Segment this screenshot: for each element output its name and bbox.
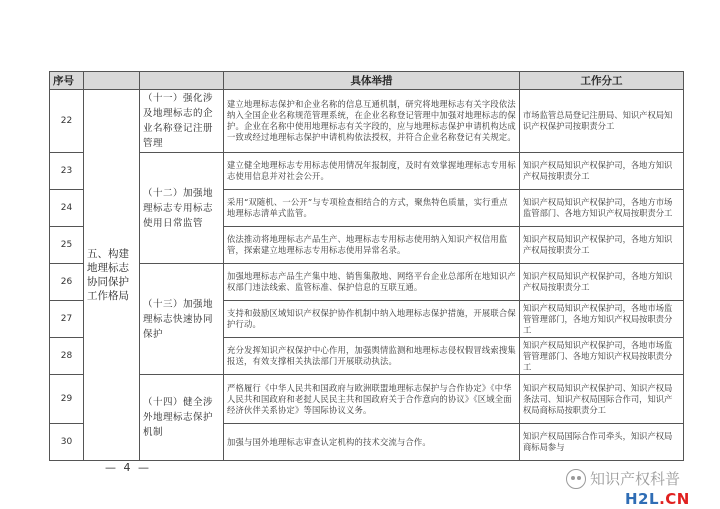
- measure-cell: 依法推动将地理标志产品生产、地理标志专用标志使用纳入知识产权信用监管，探索建立地理标志专用标志使用异常名录。: [224, 227, 520, 264]
- logo-part-2: .CN: [659, 490, 690, 508]
- row-number: 30: [50, 424, 84, 461]
- division-cell: 市场监管总局登记注册局、知识产权局知识产权保护司按职责分工: [520, 90, 684, 153]
- division-cell: 知识产权局知识产权保护司，各地方知识产权局按职责分工: [520, 227, 684, 264]
- division-cell: 知识产权局国际合作司牵头，知识产权局商标局参与: [520, 424, 684, 461]
- header-seq: 序号: [50, 72, 84, 90]
- measure-cell: 加强与国外地理标志审查认定机构的技术交流与合作。: [224, 424, 520, 461]
- task-cell-13: （十三）加强地理标志快速协同保护: [140, 264, 224, 375]
- row-number: 25: [50, 227, 84, 264]
- row-number: 22: [50, 90, 84, 153]
- division-cell: 知识产权局知识产权保护司、知识产权局条法司、知识产权局国际合作司，知识产权局商标局按职责分工: [520, 375, 684, 424]
- watermark-text: 知识产权科普: [590, 470, 681, 488]
- measure-cell: 建立地理标志保护和企业名称的信息互通机制，研究将地理标志有关字段依法纳入全国企业名称规范管理系统，在企业名称登记管理中加强对地理标志的保护。企业在名称中使用地理标志有关字段的，应与地理标志保护申请机构达成一致或经过地理标志保护申请机构依法授权，并符合企业名称登记有关规定。: [224, 90, 520, 153]
- task-cell-11: （十一）强化涉及地理标志的企业名称登记注册管理: [140, 90, 224, 153]
- measures-table: [49, 71, 684, 461]
- watermark: [566, 468, 680, 489]
- table-row: [50, 264, 684, 301]
- table-row: [50, 375, 684, 424]
- wechat-icon: [566, 469, 586, 489]
- measure-cell: 充分发挥知识产权保护中心作用，加强舆情监测和地理标志侵权假冒线索搜集报送，有效支撑相关执法部门开展联动执法。: [224, 338, 520, 375]
- row-number: 24: [50, 190, 84, 227]
- measure-cell: 支持和鼓励区域知识产权保护协作机制中纳入地理标志保护措施，开展联合保护行动。: [224, 301, 520, 338]
- division-cell: 知识产权局知识产权保护司，各地方知识产权局按职责分工: [520, 153, 684, 190]
- row-number: 29: [50, 375, 84, 424]
- task-cell-12: （十二）加强地理标志专用标志使用日常监管: [140, 153, 224, 264]
- page-number: — 4 —: [105, 461, 151, 474]
- measure-cell: 加强地理标志产品生产集中地、销售集散地、网络平台企业总部所在地知识产权部门违法线索、监管标准、保护信息的互联互通。: [224, 264, 520, 301]
- table-row: [50, 90, 684, 153]
- division-cell: 知识产权局知识产权保护司，各地方知识产权局按职责分工: [520, 264, 684, 301]
- row-number: 28: [50, 338, 84, 375]
- header-measures: 具体举措: [224, 72, 520, 90]
- measure-cell: 采用“双随机、一公开”与专项检查相结合的方式，聚焦特色质量，实行重点地理标志清单式监管。: [224, 190, 520, 227]
- row-number: 26: [50, 264, 84, 301]
- row-number: 27: [50, 301, 84, 338]
- category-cell: 五、构建地理标志协同保护工作格局: [84, 90, 140, 461]
- task-cell-14: （十四）健全涉外地理标志保护机制: [140, 375, 224, 461]
- table-row: [50, 153, 684, 190]
- header-division: 工作分工: [520, 72, 684, 90]
- logo-part-1: H2L: [625, 490, 660, 508]
- division-cell: 知识产权局知识产权保护司，各地方市场监管部门、各地方知识产权局按职责分工: [520, 190, 684, 227]
- division-cell: 知识产权局知识产权保护司，各地市场监管管理部门，各地方知识产权局按职责分工: [520, 301, 684, 338]
- site-logo: [625, 490, 690, 508]
- row-number: 23: [50, 153, 84, 190]
- header-blank-task: [140, 72, 224, 90]
- measure-cell: 严格履行《中华人民共和国政府与欧洲联盟地理标志保护与合作协定》《中华人民共和国政府和老挝人民民主共和国政府关于合作意向的协议》《区域全面经济伙伴关系协定》等国际协议义务。: [224, 375, 520, 424]
- division-cell: 知识产权局知识产权保护司，各地市场监管管理部门、各地方知识产权局按职责分工: [520, 338, 684, 375]
- measure-cell: 建立健全地理标志专用标志使用情况年报制度，及时有效掌握地理标志专用标志使用信息并对社会公开。: [224, 153, 520, 190]
- header-blank-category: [84, 72, 140, 90]
- table-header-row: [50, 72, 684, 90]
